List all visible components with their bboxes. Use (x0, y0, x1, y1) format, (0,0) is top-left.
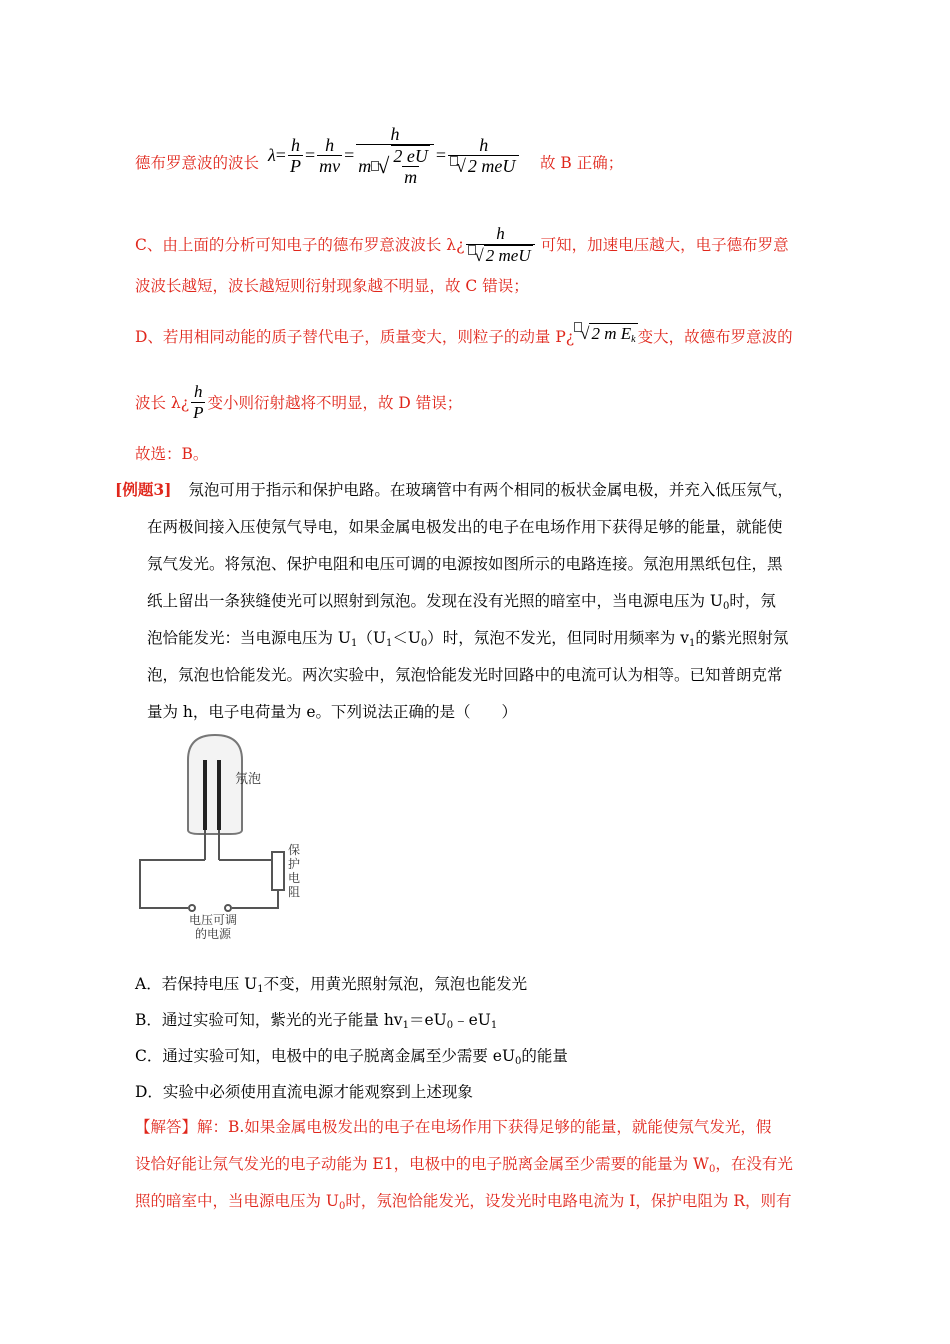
option-d-analysis-2: 波长 λ¿ $\frac{h}{P}$ 变小则衍射越将不明显，故 D 错误； (135, 382, 463, 422)
example3-line-2: 在两极间接入压使氖气导电，如果金属电极发出的电子在电场作用下获得足够的能量，就能使 (147, 518, 783, 536)
wire-left (140, 860, 205, 908)
option-c-analysis-1: C、由上面的分析可知电子的德布罗意波波长 λ¿ $\frac{h}{\text{√ 2 meU}}$ 可知，加速电压越大，电子德布罗意 (135, 224, 789, 265)
answer-line-1: 【解答】解：B.如果金属电极发出的电子在电场作用下获得足够的能量，就能使氖气发光，假 (135, 1118, 772, 1136)
example3-line-6: 泡，氖泡也恰能发光。两次实验中，氖泡恰能发光时回路中的电流可认为相等。已知普朗克常 (147, 666, 783, 684)
wavelength-equation: λ = $\frac{h}{P}$ = $\frac{h}{mv}$ = h m √ $\frac{2 eU}{m}$ = $\frac{h}{\text{√ 2 meU}}$ (268, 124, 521, 187)
wavelength-suffix: 故 B 正确； (540, 154, 624, 172)
answer-line-2: 设恰好能让氖气发光的电子动能为 E1，电极中的电子脱离金属至少需要的能量为 $W_0$，在没有光 (135, 1155, 793, 1175)
terminal-left (189, 905, 195, 911)
example3-line-1: [例题3] 氖泡可用于指示和保护电路。在玻璃管中有两个相同的板状金属电极，并充入低压氖气， (115, 480, 793, 499)
circuit-diagram (130, 730, 310, 945)
electrode-right (217, 760, 221, 830)
resistor-label: 保 护 电 阻 (288, 843, 301, 899)
wire-right (219, 852, 278, 860)
answer-choice: 故选：B。 (135, 445, 209, 463)
example3-line-4: 纸上留出一条狭缝使光可以照射到氖泡。发现在没有光照的暗室中，当电源电压为 $U_0$时，氖 (147, 592, 776, 612)
example3-tag: [例题3] (115, 480, 172, 499)
source-label: 电压可调 的电源 (188, 913, 237, 941)
example3-line-7: 量为 h，电子电荷量为 e。下列说法正确的是（ ） (147, 703, 518, 721)
option-b: B．通过实验可知，紫光的光子能量 $hv_1=eU_0﹣eU_1$ (135, 1011, 498, 1031)
bulb-label: 氖泡 (235, 772, 262, 787)
option-d-analysis-1: D、若用相同动能的质子替代电子，质量变大，则粒子的动量 P¿ √ 2 m $E_k$ 变大，故德布罗意波的 (135, 324, 793, 346)
answer-line-3: 照的暗室中，当电源电压为 $U_0$时，氖泡恰能发光，设发光时电路电流为 I，保护电阻为 R，则有 (135, 1192, 792, 1212)
option-a: A．若保持电压 $U_1$不变，用黄光照射氖泡，氖泡也能发光 (135, 975, 528, 995)
example3-line-5: 泡恰能发光：当电源电压为 $U_1(U_1<U_0)$时，氖泡不发光，但同时用频率为 $v_1$的紫光照射氖 (147, 629, 789, 649)
option-c: C．通过实验可知，电极中的电子脱离金属至少需要 $eU_0$的能量 (135, 1047, 568, 1067)
protective-resistor (272, 852, 284, 890)
wavelength-label: 德布罗意波的波长 (135, 154, 260, 172)
example3-line-3: 氖气发光。将氖泡、保护电阻和电压可调的电源按如图所示的电路连接。氖泡用黑纸包住，黑 (147, 555, 783, 573)
terminal-right (225, 905, 231, 911)
option-c-analysis-2: 波波长越短，波长越短则衍射现象越不明显，故 C 错误； (135, 277, 529, 295)
neon-bulb-glass (188, 735, 242, 834)
electrode-left (203, 760, 207, 830)
option-d: D．实验中必须使用直流电源才能观察到上述现象 (135, 1083, 473, 1101)
